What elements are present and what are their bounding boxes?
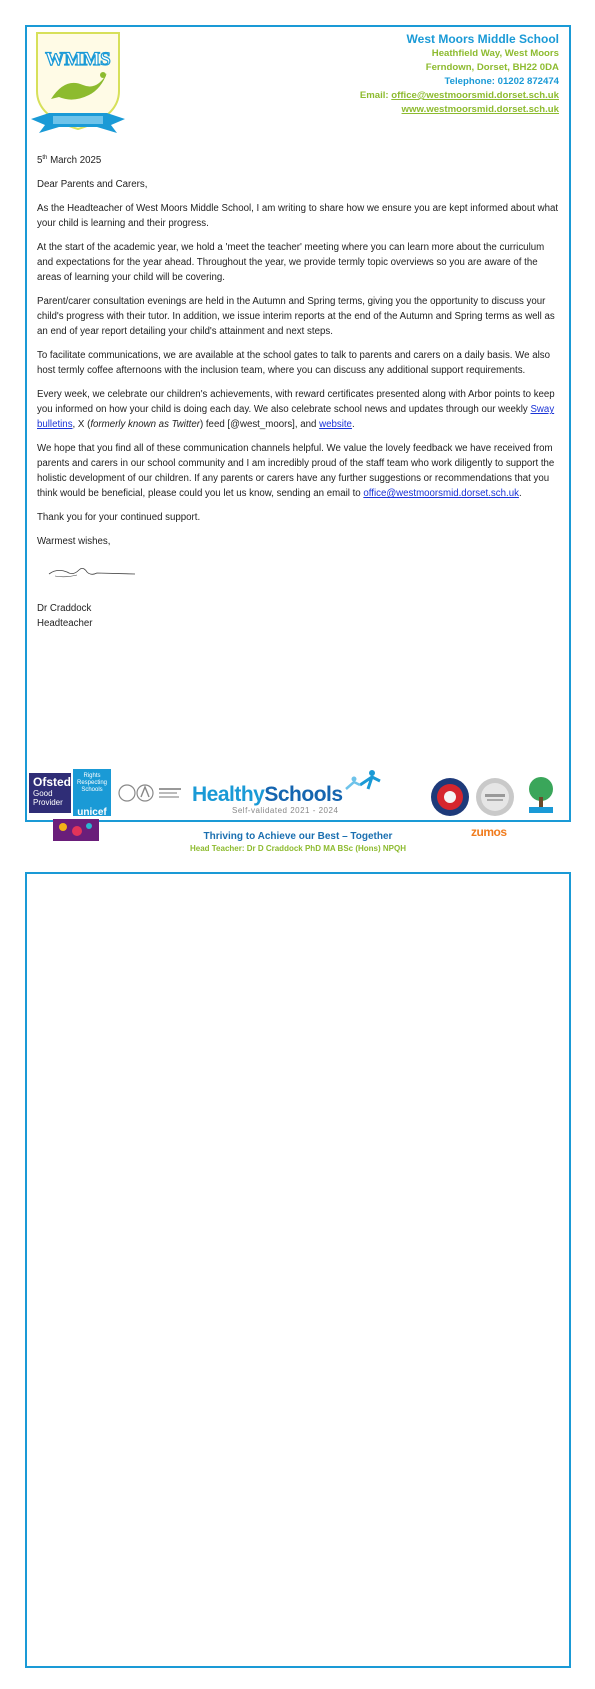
salutation: Dear Parents and Carers,: [37, 179, 148, 191]
zumos-logo: zumos: [471, 825, 507, 839]
healthy-figures-icon: [342, 769, 382, 793]
signatory-name: Dr Craddock: [37, 603, 92, 615]
paragraph-3: Parent/carer consultation evenings are held in the Autumn and Spring terms, giving you the opportunity to discuss your child's progress with their tutor. In addition, we issue interim reports at the end of the Autumn and Spring terms as well as an end of year report detailing your child's attainment and next steps.: [37, 296, 555, 338]
letter-body: [37, 151, 563, 631]
sports-badge-icon: [430, 777, 470, 817]
eco-schools-logo: [521, 775, 561, 819]
telephone: Telephone: 01202 872474: [444, 76, 559, 87]
paragraph-6: We hope that you find all of these communication channels helpful. We value the lovely feedback we have received from parents and carers in our school community and I am incredibly proud of the staff team who work diligently to support the holistic development of our children. If any parents or carers have any further suggestions or recommendations that you think would be beneficial, please could you let us know, sending an email to office@westmoorsmid.dorset.sch.uk.: [37, 443, 555, 500]
signature-image: [47, 562, 137, 582]
paragraph-2: At the start of the academic year, we hold a 'meet the teacher' meeting where you can learn more about the curriculum and expectations for the year ahead. Throughout the year, we provide termly topic overviews so you are aware of the areas of learning your child will be covering.: [37, 242, 545, 284]
school-motto: Thriving to Achieve our Best – Together: [203, 831, 393, 842]
letter-page-1: [25, 25, 571, 853]
letter-page-2: [25, 872, 571, 1668]
school-name: West Moors Middle School: [406, 32, 559, 46]
head-teacher-credentials: Head Teacher: Dr D Craddock PhD MA BSc (Hons) NPQH: [189, 844, 407, 853]
school-crest-logo: [31, 29, 125, 135]
signatory-title: Headteacher: [37, 618, 93, 630]
paragraph-5: Every week, we celebrate our children's achievements, with reward certificates presented along with Arbor points to keep you informed on how your child is doing each day. We also celebrate school news and updates through our weekly Sway bulletins, X (formerly known as Twitter) feed [@west_moors], and website.: [37, 389, 555, 431]
crest-letters: WMMS: [45, 49, 111, 70]
website-text-link[interactable]: website: [319, 419, 352, 431]
office-email-link[interactable]: office@westmoorsmid.dorset.sch.uk: [363, 488, 519, 500]
school-games-badge-icon: [475, 777, 515, 817]
website-line: [360, 103, 559, 117]
healthy-schools-logo: HealthySchools Self-validated 2021 - 2024: [192, 769, 382, 817]
sway-bulletins-link[interactable]: Sway bulletins: [37, 404, 555, 431]
address-line-1: Heathfield Way, West Moors: [431, 48, 559, 59]
unicef-rights-respecting-logo: Rights Respecting Schools unicef: [73, 769, 111, 816]
website-link[interactable]: www.westmoorsmid.dorset.sch.uk: [401, 104, 559, 115]
letter-date: 5th March 2025: [37, 155, 102, 167]
school-address-block: [360, 31, 559, 117]
closing: Warmest wishes,: [37, 536, 111, 548]
ofsted-logo: Ofsted Good Provider: [29, 773, 71, 813]
email-label: Email:: [359, 90, 392, 101]
paragraph-4: To facilitate communications, we are available at the school gates to talk to parents and carers on a daily basis. We also host termly coffee afternoons with the inclusion team, where you can discuss any additional support requirements.: [37, 350, 550, 377]
artsmark-logo: [117, 781, 183, 805]
thanks: Thank you for your continued support.: [37, 512, 201, 524]
accreditation-footer: [27, 747, 569, 853]
address-line-2: Ferndown, Dorset, BH22 0DA: [425, 62, 559, 73]
paragraph-1: As the Headteacher of West Moors Middle School, I am writing to share how we ensure you are kept informed about what your child is learning and their progress.: [37, 203, 559, 230]
email-line: [360, 89, 559, 103]
email-link[interactable]: office@westmoorsmid.dorset.sch.uk: [391, 90, 559, 101]
